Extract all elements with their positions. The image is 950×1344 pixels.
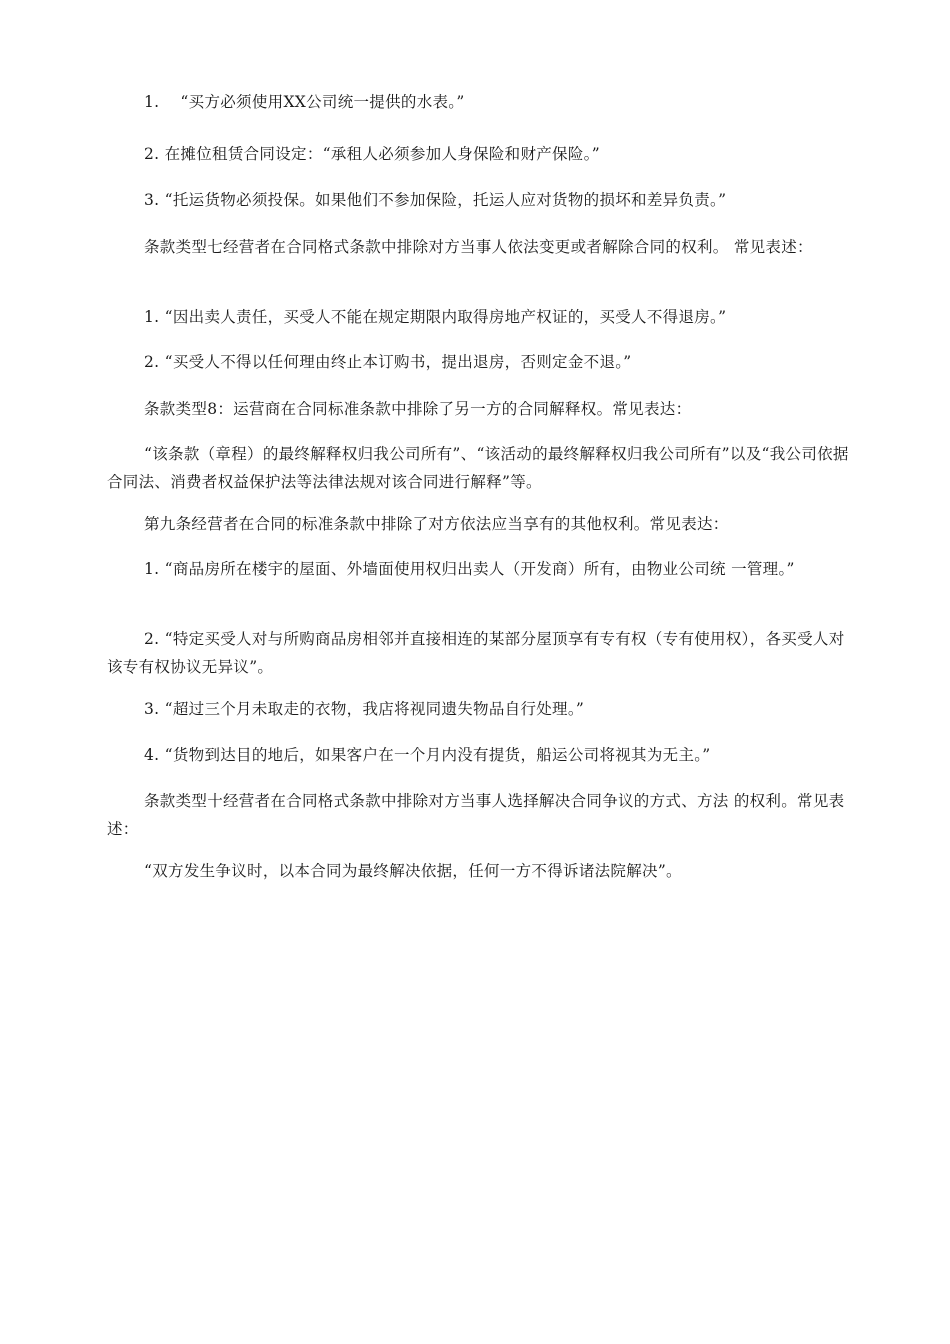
paragraph-clause-9-item-1: 1. “商品房所在楼宇的屋面、外墙面使用权归出卖人（开发商）所有，由物业公司统 一管理。” <box>144 560 795 578</box>
paragraph-item-2: 2. 在摊位租赁合同设定：“承租人必须参加人身保险和财产保险。” <box>144 145 600 163</box>
paragraph-clause-9-item-4: 4. “货物到达目的地后，如果客户在一个月内没有提货，船运公司将视其为无主。” <box>144 746 711 764</box>
paragraph-clause-10-example: “双方发生争议时，以本合同为最终解决依据，任何一方不得诉诸法院解决”。 <box>144 862 682 880</box>
paragraph-clause-10: 条款类型十经营者在合同格式条款中排除对方当事人选择解决合同争议的方式、方法 的权利。常见表述： <box>107 792 845 838</box>
paragraph-clause-7-item-1: 1. “因出卖人责任，买受人不能在规定期限内取得房地产权证的，买受人不得退房。” <box>144 308 727 326</box>
paragraph-clause-7: 条款类型七经营者在合同格式条款中排除对方当事人依法变更或者解除合同的权利。 常见表述： <box>144 238 813 256</box>
paragraph-clause-7-item-2: 2. “买受人不得以任何理由终止本订购书，提出退房，否则定金不退。” <box>144 353 632 371</box>
paragraph-clause-9-item-2: 2. “特定买受人对与所购商品房相邻并直接相连的某部分屋顶享有专有权（专有使用权），各买受人对该专有权协议无异议”。 <box>107 630 845 676</box>
paragraph-clause-9: 第九条经营者在合同的标准条款中排除了对方依法应当享有的其他权利。常见表达： <box>144 515 729 533</box>
paragraph-clause-9-item-3: 3. “超过三个月未取走的衣物，我店将视同遗失物品自行处理。” <box>144 700 585 718</box>
paragraph-item-1: 1. “买方必须使用XX公司统一提供的水表。” <box>144 93 465 111</box>
paragraph-clause-8-example: “该条款（章程）的最终解释权归我公司所有”、“该活动的最终解释权归我公司所有”以及“我公司依据合同法、消费者权益保护法等法律法规对该合同进行解释”等。 <box>107 445 849 491</box>
paragraph-clause-8: 条款类型8：运营商在合同标准条款中排除了另一方的合同解释权。常见表达： <box>144 400 692 418</box>
paragraph-item-3: 3. “托运货物必须投保。如果他们不参加保险，托运人应对货物的损坏和差异负责。” <box>144 191 727 209</box>
